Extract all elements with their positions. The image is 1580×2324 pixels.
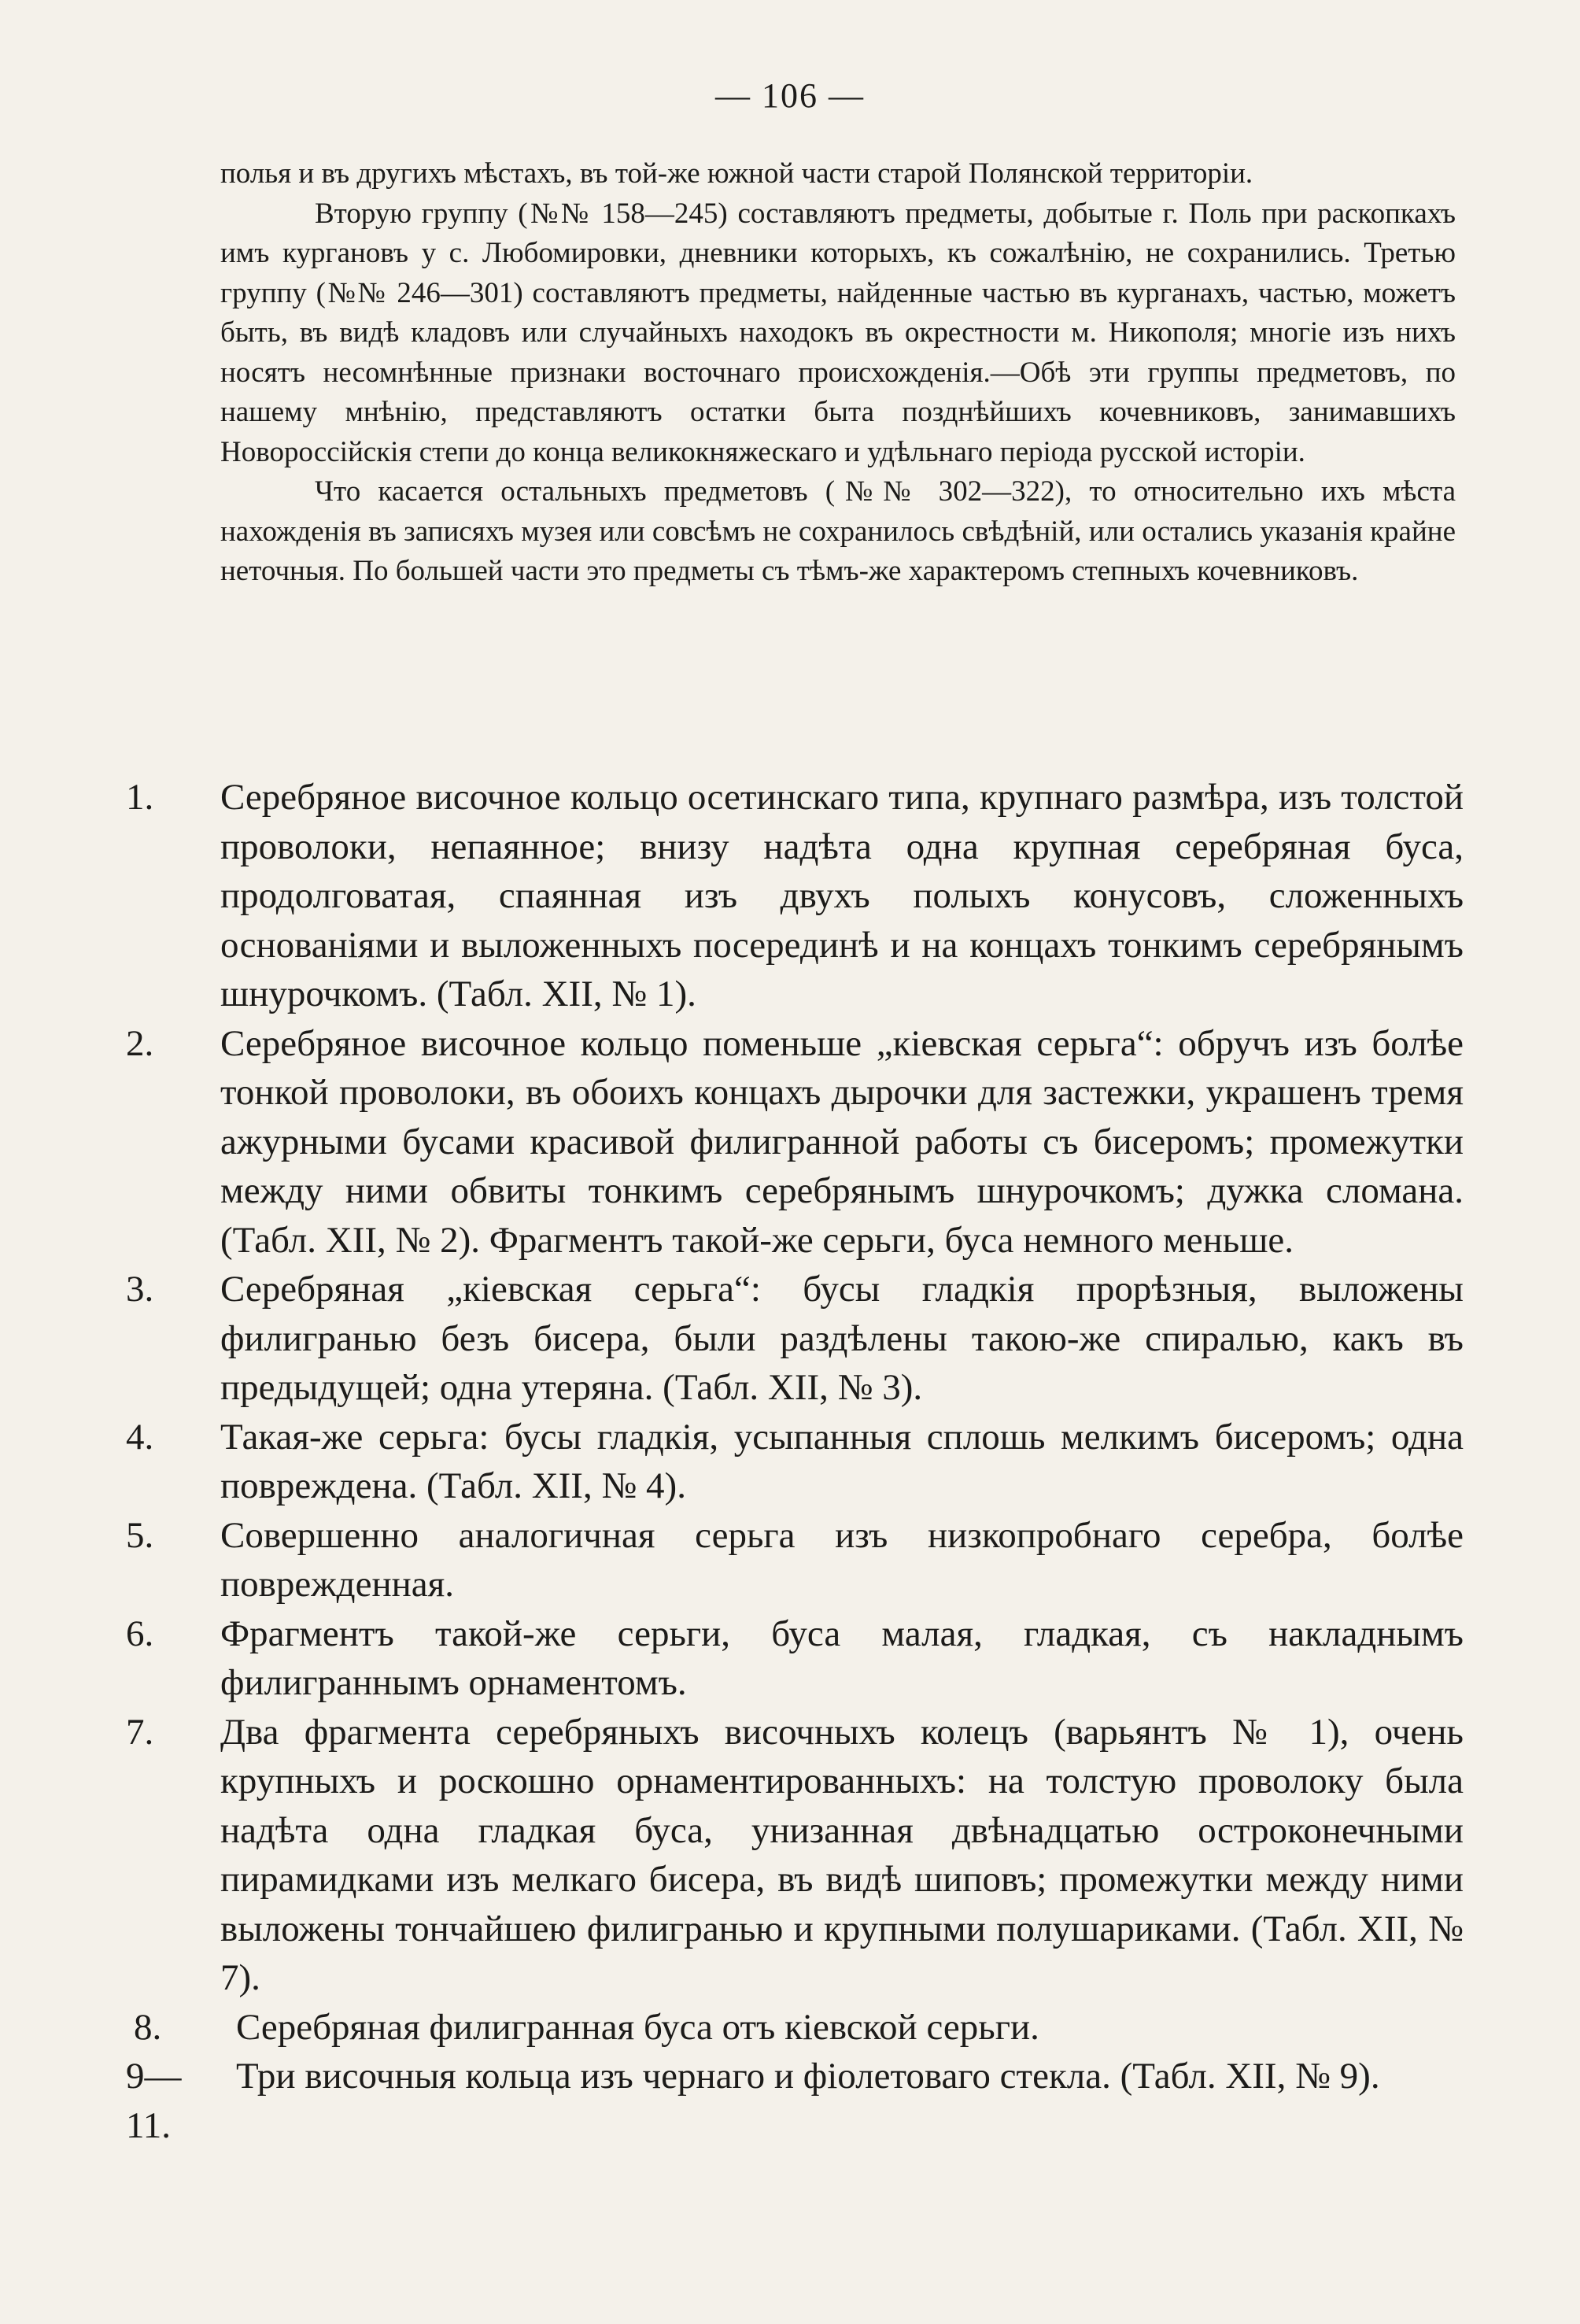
catalogue-item bbox=[126, 1019, 1464, 1265]
item-number: 1. bbox=[126, 777, 154, 818]
item-text: Такая-же серьга: бусы гладкія, усыпанныя сплошь мелкимъ бисеромъ; одна повреждена. (Табл. XII, № 4). bbox=[220, 1416, 1464, 1506]
catalogue-item bbox=[126, 1265, 1464, 1413]
item-text: Серебряное височное кольцо поменьше „кіевская серьга“: обручъ изъ болѣе тонкой проволоки, въ обоихъ концахъ дырочки для застежки, украшенъ тремя ажурными бусами красивой филигранной работы съ бисеромъ; промежутки между ними обвиты тонкимъ серебрянымъ шнурочкомъ; дужка сломана. (Табл. XII, № 2). Фрагментъ такой-же серьги, буса немного меньше. bbox=[220, 1022, 1464, 1261]
item-number: 8. bbox=[134, 2006, 162, 2048]
item-text: Серебряная филигранная буса отъ кіевской серьги. bbox=[236, 2006, 1039, 2048]
item-text: Фрагментъ такой-же серьги, буса малая, гладкая, съ накладнымъ филиграннымъ орнаментомъ. bbox=[220, 1613, 1464, 1703]
page-number: — 106 — bbox=[715, 76, 865, 115]
item-number: 9—11. bbox=[126, 2056, 182, 2146]
item-number: 4. bbox=[126, 1416, 154, 1458]
item-text: Три височныя кольца изъ чернаго и фіолетоваго стекла. (Табл. XII, № 9). bbox=[236, 2056, 1380, 2097]
item-number: 6. bbox=[126, 1613, 154, 1654]
catalogue-item bbox=[126, 1708, 1464, 2003]
item-text: Совершенно аналогичная серьга изъ низкопробнаго серебра, болѣе поврежденная. bbox=[220, 1514, 1464, 1605]
catalogue-item bbox=[126, 1413, 1464, 1511]
paragraph: Что касается остальныхъ предметовъ (№№ 302—322), то относительно ихъ мѣста нахожденія въ записяхъ музея или совсѣмъ не сохранилось свѣдѣній, или остались указанія крайне неточныя. По большей части это предметы съ тѣмъ-же характеромъ степныхъ кочевниковъ. bbox=[220, 475, 1456, 587]
intro-text bbox=[220, 154, 1456, 592]
catalogue-list bbox=[126, 773, 1464, 2146]
catalogue-item bbox=[126, 2003, 1464, 2052]
paragraph: полья и въ другихъ мѣстахъ, въ той-же южной части старой Полянской территоріи. bbox=[220, 157, 1253, 190]
item-text: Серебряная „кіевская серьга“: бусы гладкія прорѣзныя, выложены филигранью безъ бисера, были раздѣлены такою-же спиралью, какъ въ предыдущей; одна утеряна. (Табл. XII, № 3). bbox=[220, 1269, 1464, 1408]
catalogue-item bbox=[126, 1511, 1464, 1609]
item-number: 5. bbox=[126, 1514, 154, 1556]
catalogue-item bbox=[126, 773, 1464, 1019]
item-number: 3. bbox=[126, 1269, 154, 1310]
item-text: Два фрагмента серебряныхъ височныхъ колецъ (варьянтъ № 1), очень крупныхъ и роскошно орнаментированныхъ: на толстую проволоку была надѣта одна гладкая буса, унизанная двѣнадцатью остроконечными пирамидками изъ мелкаго бисера, въ видѣ шиповъ; промежутки между ними выложены тончайшею филигранью и крупными полушариками. (Табл. XII, № 7). bbox=[220, 1711, 1464, 1998]
item-number: 7. bbox=[126, 1711, 154, 1753]
item-number: 2. bbox=[126, 1022, 154, 1064]
paragraph: Вторую группу (№№ 158—245) составляютъ предметы, добытые г. Поль при раскопкахъ имъ кургановъ у с. Любомировки, дневники которыхъ, къ сожалѣнію, не сохранились. Третью группу (№№ 246—301) составляютъ предметы, найденные частью въ курганахъ, частью, можетъ быть, въ видѣ кладовъ или случайныхъ находокъ въ окрестности м. Никополя; многіе изъ нихъ носятъ несомнѣнные признаки восточнаго происхожденія.—Обѣ эти группы предметовъ, по нашему мнѣнію, представляютъ остатки быта позднѣйшихъ кочевниковъ, занимавшихъ Новороссійскія степи до конца великокняжескаго и удѣльнаго періода русской исторіи. bbox=[220, 197, 1456, 468]
item-text: Серебряное височное кольцо осетинскаго типа, крупнаго размѣра, изъ толстой проволоки, непаянное; внизу надѣта одна крупная серебряная буса, продолговатая, спаянная изъ двухъ полыхъ конусовъ, сложенныхъ основаніями и выложенныхъ посерединѣ и на концахъ тонкимъ серебрянымъ шнурочкомъ. (Табл. XII, № 1). bbox=[220, 777, 1464, 1014]
catalogue-item bbox=[126, 1609, 1464, 1708]
catalogue-item bbox=[126, 2052, 1464, 2146]
